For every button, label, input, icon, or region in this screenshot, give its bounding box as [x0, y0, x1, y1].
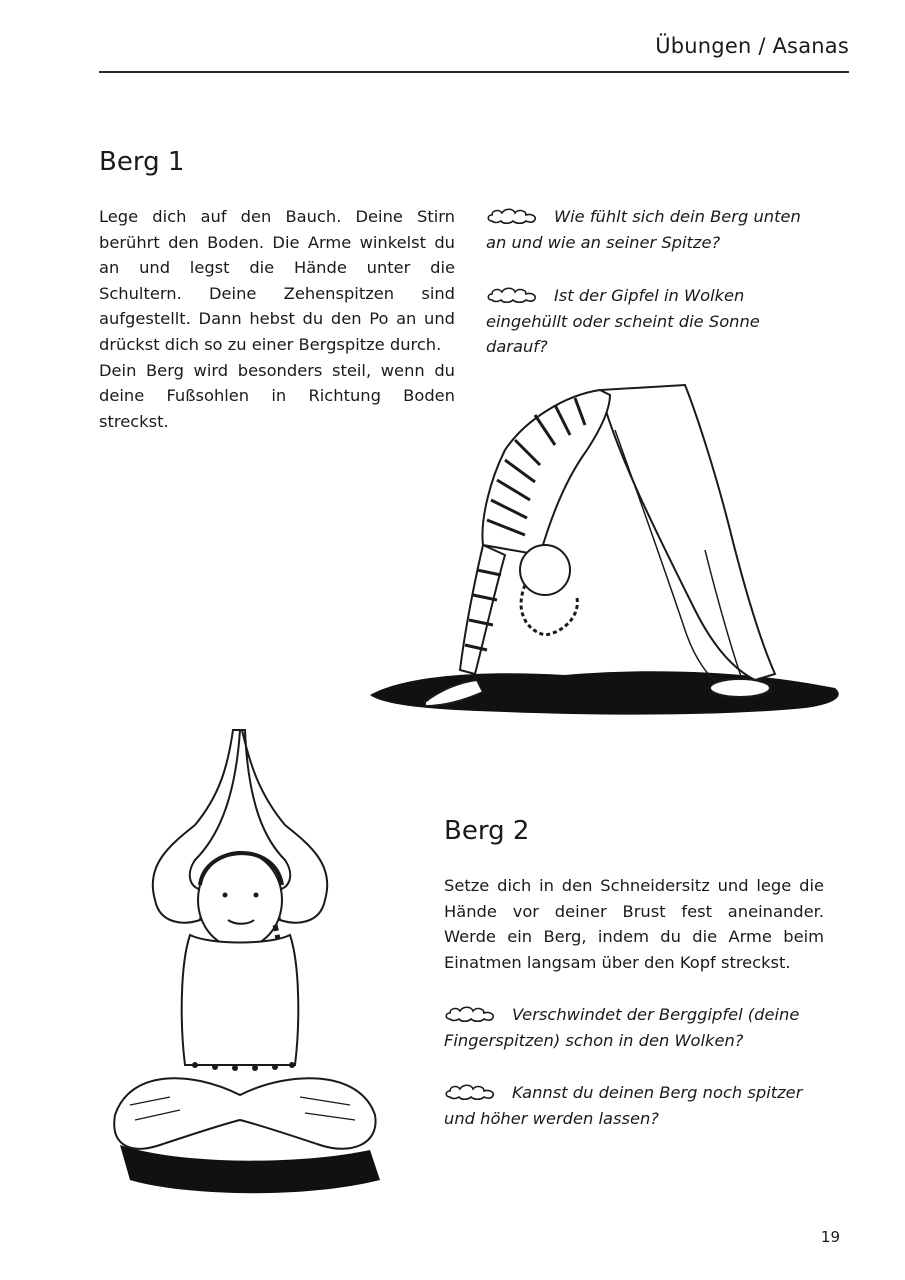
berg2-question — [444, 1002, 824, 1053]
berg2-question-text: Kannst du deinen Berg noch spitzer und höher werden lassen? — [444, 1083, 803, 1128]
cloud-icon — [486, 286, 540, 304]
berg2-question — [444, 1080, 824, 1131]
berg1-question — [486, 204, 826, 255]
child-downward-dog-drawing — [365, 370, 860, 730]
berg1-paragraph: Lege dich auf den Bauch. Deine Stirn berührt den Boden. Die Arme winkelst du an und legst die Hände unter die Schultern. Deine Zehenspitzen sind aufgestellt. Dann hebst du den Po an und drückst dich so zu einer Bergspitze durch. — [99, 207, 455, 354]
berg2-instructions — [444, 873, 824, 975]
berg1-paragraph: Dein Berg wird besonders steil, wenn du deine Fußsohlen in Richtung Boden streckst. — [99, 360, 455, 431]
berg1-title: Berg 1 — [99, 147, 185, 177]
header-rule — [99, 71, 849, 73]
berg2-question-text: Verschwindet der Berggipfel (deine Fingerspitzen) schon in den Wolken? — [444, 1005, 800, 1050]
berg1-question-text: Wie fühlt sich dein Berg unten an und wie an seiner Spitze? — [486, 207, 801, 252]
cloud-icon — [444, 1005, 498, 1023]
berg2-title: Berg 2 — [444, 816, 530, 846]
cloud-icon — [444, 1083, 498, 1101]
berg1-question-text: Ist der Gipfel in Wolken eingehüllt oder scheint die Sonne darauf? — [486, 286, 760, 357]
page-number: 19 — [820, 1228, 840, 1246]
header-title: Übungen / Asanas — [655, 34, 849, 58]
cloud-icon — [486, 207, 540, 225]
child-seated-mountain-drawing — [100, 725, 400, 1225]
berg2-paragraph: Setze dich in den Schneidersitz und lege die Hände vor deiner Brust fest aneinander. Werde ein Berg, indem du die Arme beim Einatmen langsam über den Kopf streckst. — [444, 876, 824, 972]
berg1-question — [486, 283, 826, 360]
